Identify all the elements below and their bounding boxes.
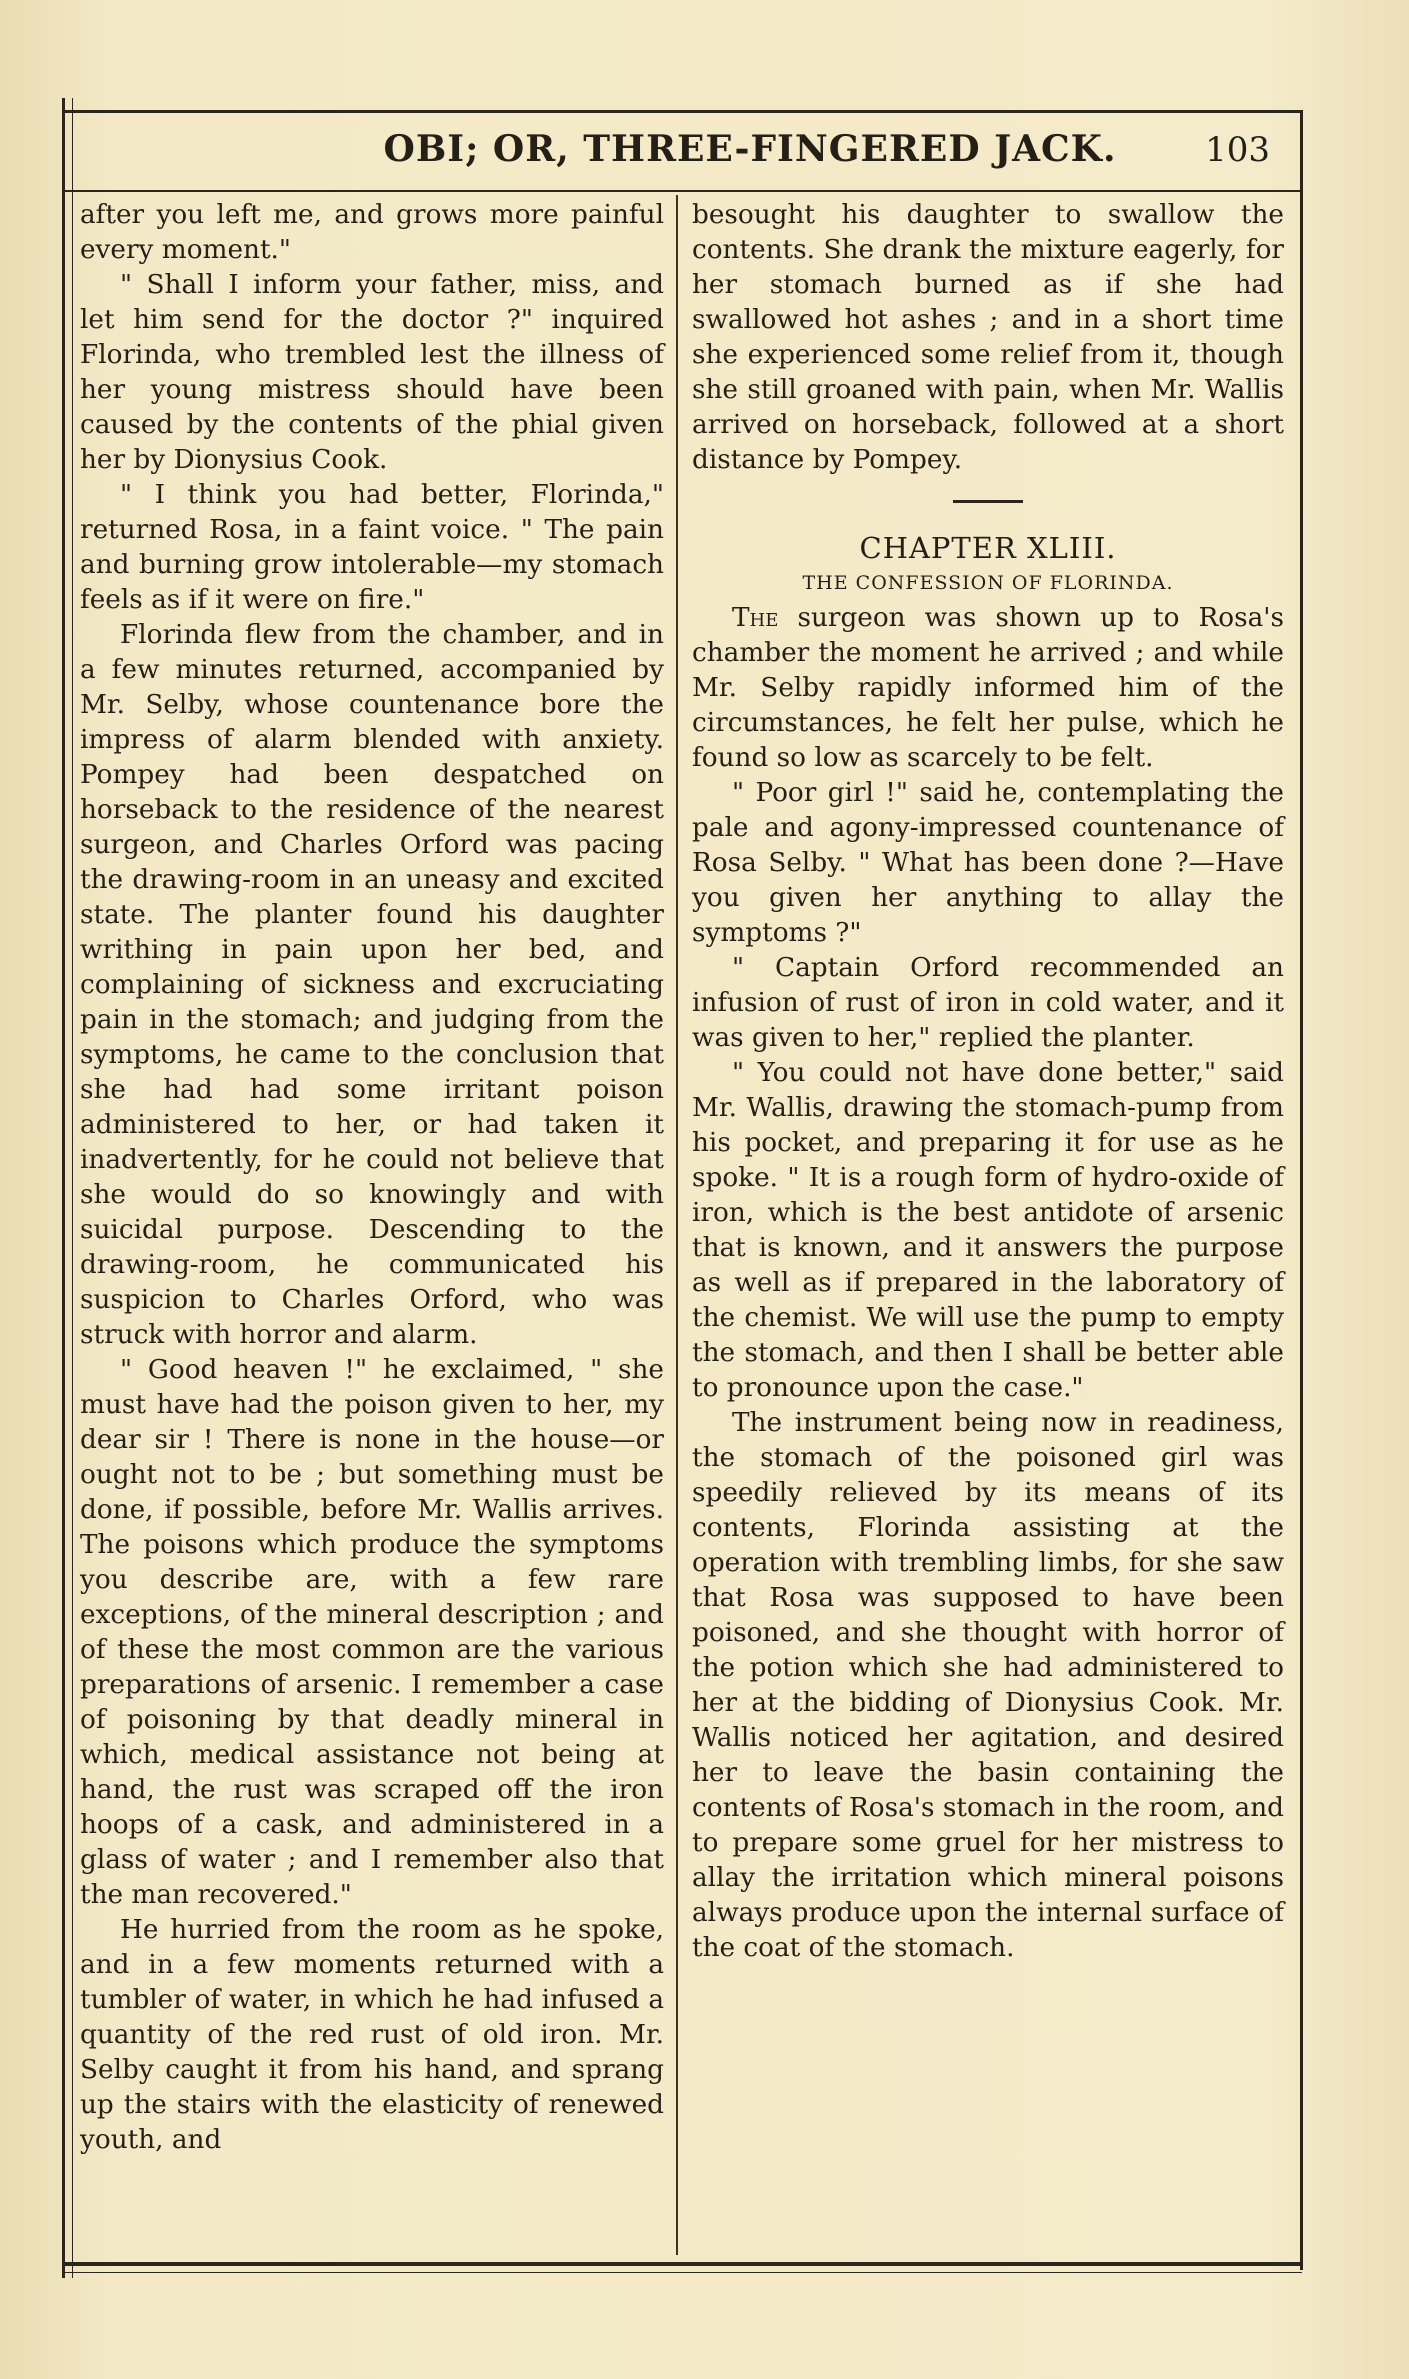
running-title: OBI; OR, THREE-FINGERED JACK.: [383, 128, 1117, 170]
paragraph: " You could not have done better," said Mr. Wallis, drawing the stomach-pump from his pocket, and preparing it for use as he spoke. " It is a rough form of hydro-oxide of iron, which is the best antidote of arsenic that is known, and it answers the purpose as well as if prepared in the laboratory of the chemist. We will use the pump to empty the stomach, and then I shall be better able to pronounce upon the case.": [692, 1058, 1284, 1403]
chapter-title: CHAPTER XLIII.: [859, 531, 1117, 565]
paragraph: He hurried from the room as he spoke, and in a few moments returned with a tumbler of water, in which he had infused a quantity of the red rust of old iron. Mr. Selby caught it from his hand, and sprang up the stairs with the elasticity of renewed youth, and: [80, 1915, 664, 2155]
right-column: [692, 198, 1284, 1966]
paragraph: " Captain Orford recommended an infusion of rust of iron in cold water, and it was given to her," replied the planter.: [692, 953, 1284, 1053]
top-rule: [62, 110, 1302, 113]
page-number: 103: [1205, 130, 1270, 170]
right-border-rule: [1300, 110, 1303, 2270]
drop-word: The: [732, 603, 779, 633]
left-border-rule: [62, 98, 65, 2278]
bottom-rule: [62, 2262, 1302, 2266]
running-header: [90, 128, 1290, 178]
bottom-inner-rule: [62, 2272, 1302, 2273]
paragraph: " I think you had better, Florinda," returned Rosa, in a faint voice. " The pain and burning grow intolerable—my stomach feels as if it were on fire.": [80, 480, 664, 615]
chapter-subtitle: THE CONFESSION OF FLORINDA.: [802, 572, 1174, 594]
paragraph: after you left me, and grows more painful every moment.": [80, 200, 664, 265]
paragraph: " Poor girl !" said he, contemplating the pale and agony-impressed countenance of Rosa Selby. " What has been done ?—Have you given her anything to allay the symptoms ?": [692, 778, 1284, 948]
chapter-first-paragraph: [692, 601, 1284, 776]
paragraph: The instrument being now in readiness, the stomach of the poisoned girl was speedily relieved by its means of its contents, Florinda assisting at the operation with trembling limbs, for she saw that Rosa was supposed to have been poisoned, and she thought with horror of the potion which she had administered to her at the bidding of Dionysius Cook. Mr. Wallis noticed her agitation, and desired her to leave the basin containing the contents of Rosa's stomach in the room, and to prepare some gruel for her mistress to allay the irritation which mineral poisons always produce upon the internal surface of the coat of the stomach.: [692, 1408, 1284, 1963]
column-divider: [676, 195, 678, 2255]
left-column: [80, 198, 664, 2158]
section-separator: [953, 500, 1023, 503]
paragraph: besought his daughter to swallow the contents. She drank the mixture eagerly, for her stomach burned as if she had swallowed hot ashes ; and in a short time she experienced some relief from it, though she still groaned with pain, when Mr. Wallis arrived on horseback, followed at a short distance by Pompey.: [692, 200, 1284, 475]
first-paragraph-text: surgeon was shown up to Rosa's chamber the moment he arrived ; and while Mr. Selby rapidly informed him of the circumstances, he felt her pulse, which he found so low as scarcely to be felt.: [692, 603, 1284, 773]
paragraph: " Good heaven !" he exclaimed, " she must have had the poison given to her, my dear sir ! There is none in the house—or ought not to be ; but something must be done, if possible, before Mr. Wallis arrives. The poisons which produce the symptoms you describe are, with a few rare exceptions, of the mineral description ; and of these the most common are the various preparations of arsenic. I remember a case of poisoning by that deadly mineral in which, medical assistance not being at hand, the rust was scraped off the iron hoops of a cask, and administered in a glass of water ; and I remember also that the man recovered.": [80, 1355, 664, 1910]
paragraph: " Shall I inform your father, miss, and let him send for the doctor ?" inquired Florinda, who trembled lest the illness of her young mistress should have been caused by the contents of the phial given her by Dionysius Cook.: [80, 270, 664, 475]
paragraph: Florinda flew from the chamber, and in a few minutes returned, accompanied by Mr. Selby, whose countenance bore the impress of alarm blended with anxiety. Pompey had been despatched on horseback to the residence of the nearest surgeon, and Charles Orford was pacing the drawing-room in an uneasy and excited state. The planter found his daughter writhing in pain upon her bed, and complaining of sickness and excruciating pain in the stomach; and judging from the symptoms, he came to the conclusion that she had had some irritant poison administered to her, or had taken it inadvertently, for he could not believe that she would do so knowingly and with suicidal purpose. Descending to the drawing-room, he communicated his suspicion to Charles Orford, who was struck with horror and alarm.: [80, 620, 664, 1350]
left-inner-rule: [72, 98, 73, 2278]
header-underline: [62, 190, 1302, 192]
